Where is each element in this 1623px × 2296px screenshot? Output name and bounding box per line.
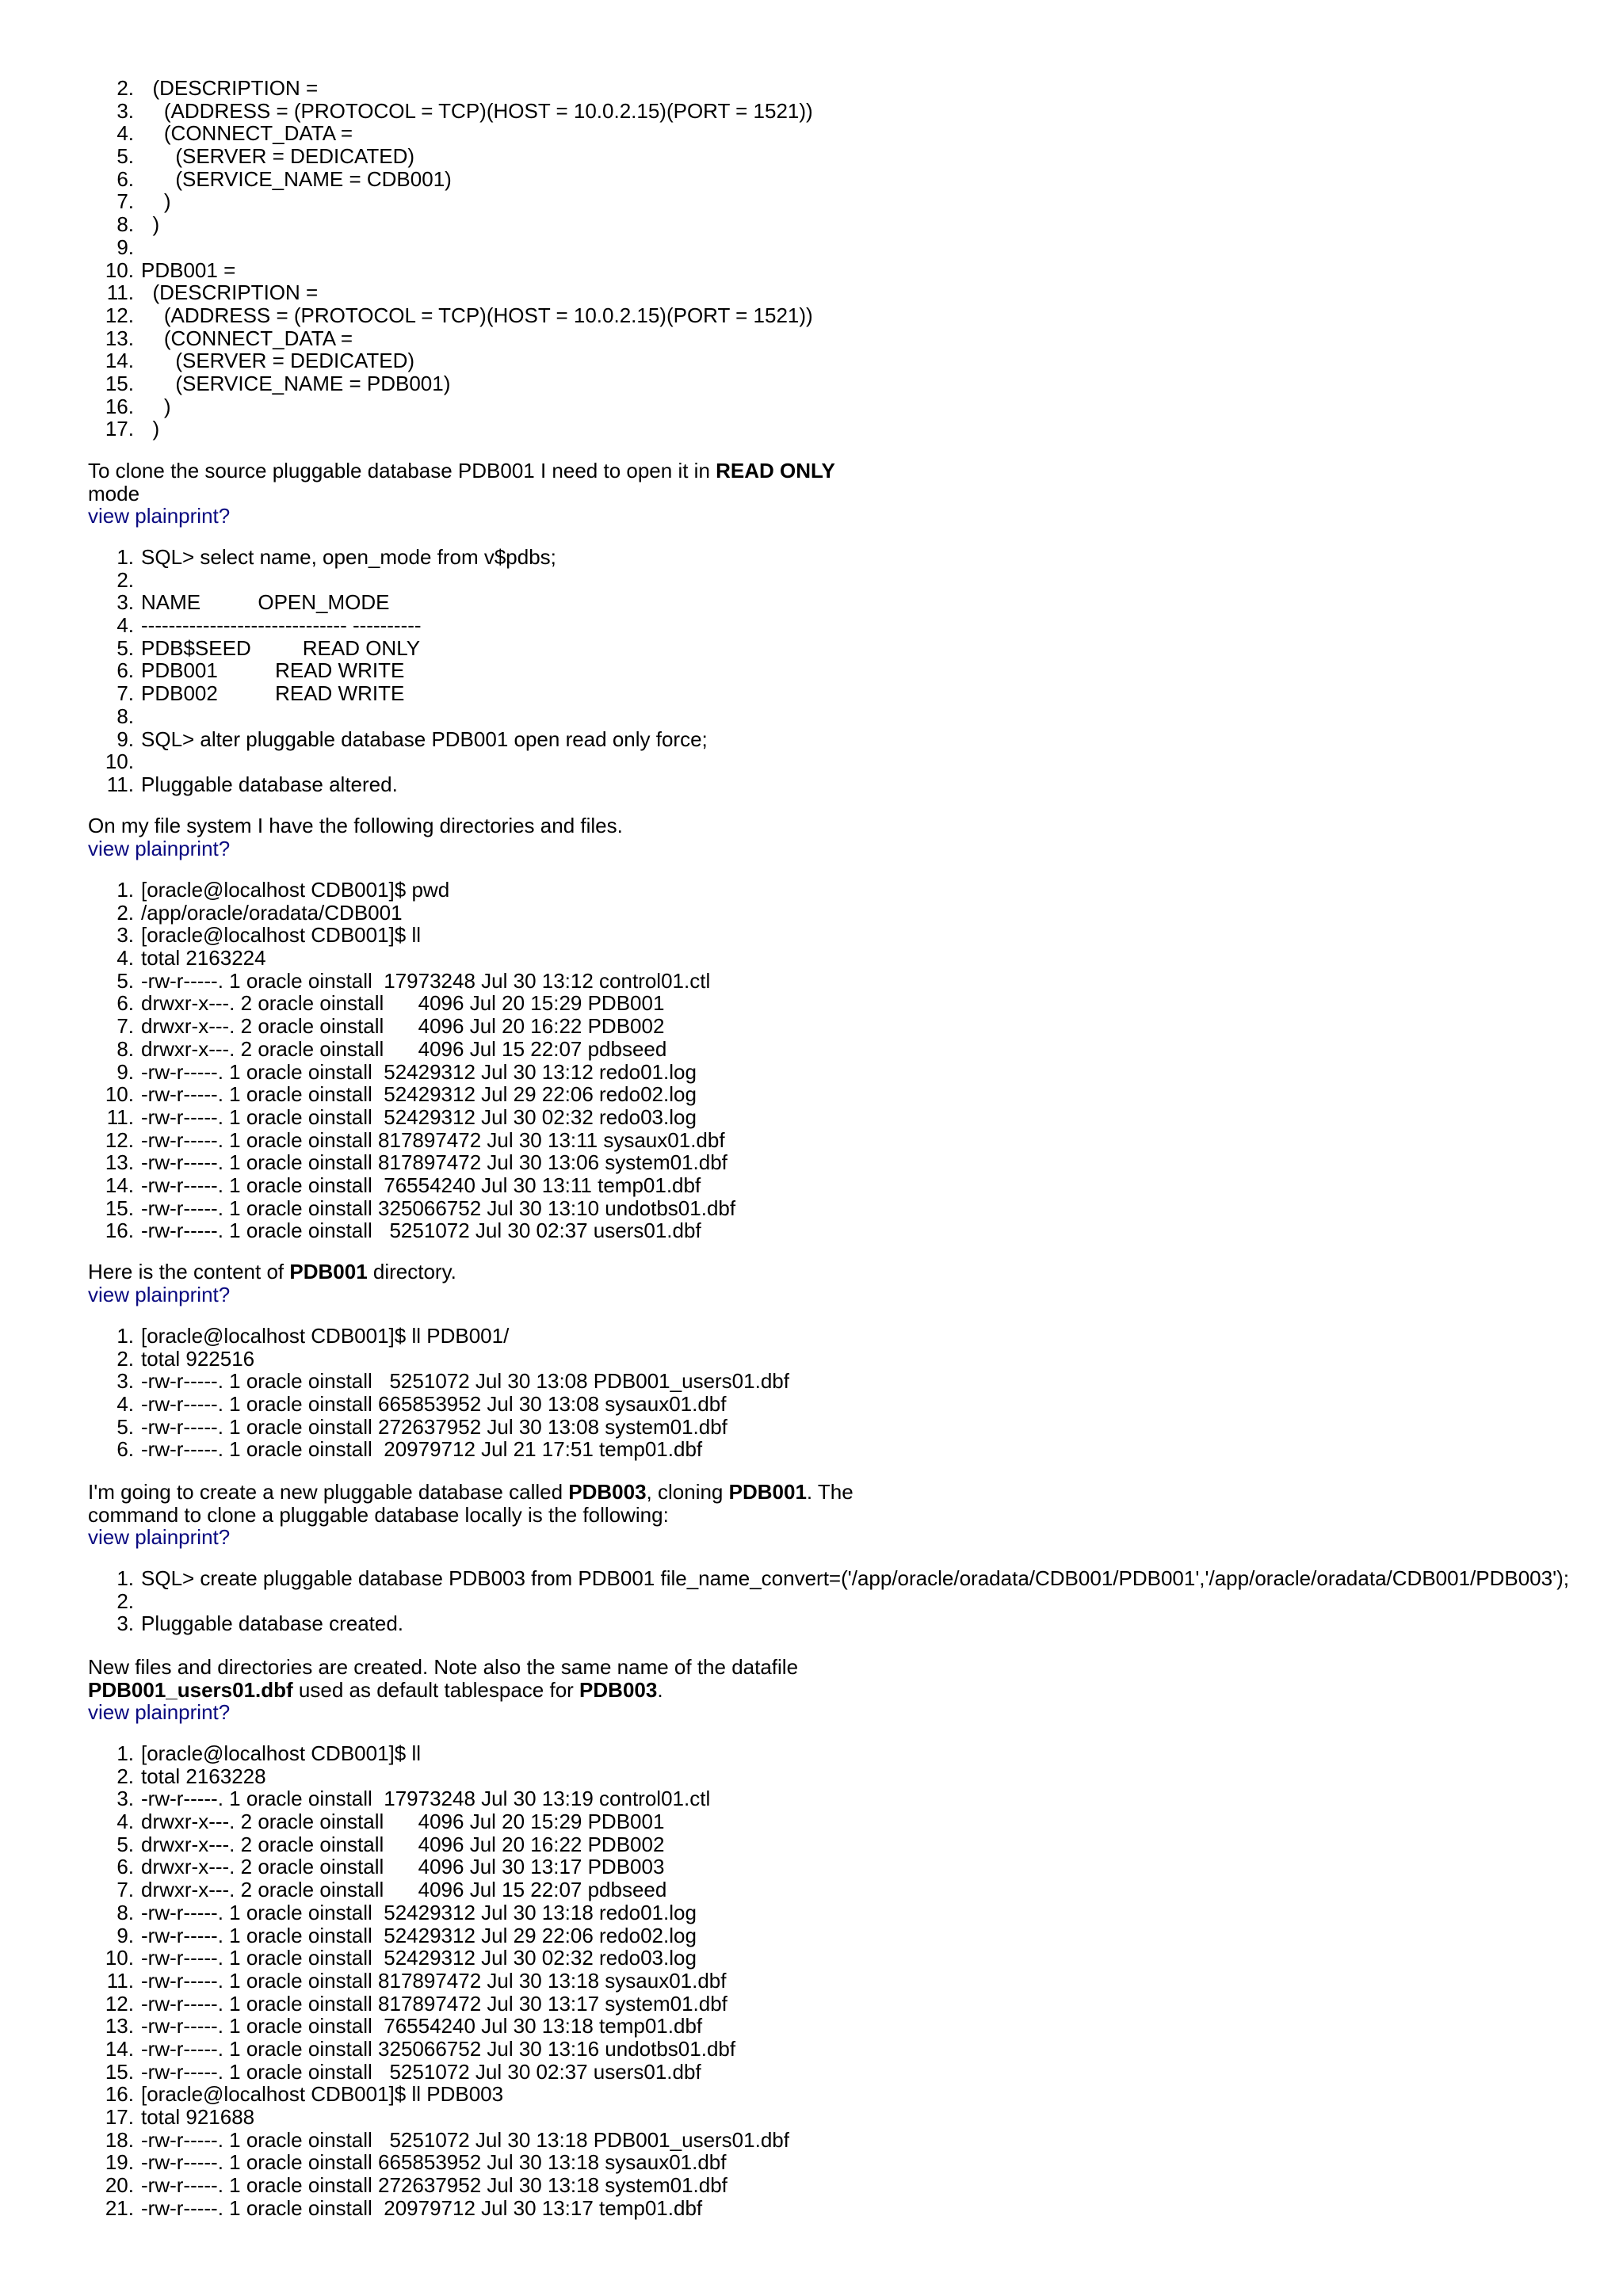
line-number: 8. — [116, 1900, 134, 1924]
code-line — [88, 879, 1610, 902]
code-text: (SERVICE_NAME = CDB001) — [141, 166, 452, 191]
code-line — [88, 947, 1610, 970]
code-text: SQL> alter pluggable database PDB001 open read only force; — [141, 727, 708, 751]
code-line — [88, 2151, 1610, 2174]
code-line — [88, 1567, 1610, 1590]
line-number: 5. — [116, 635, 134, 660]
line-number: 12. — [105, 303, 134, 327]
line-number: 6. — [116, 166, 134, 191]
code-line — [88, 1015, 1610, 1038]
code-text: (DESCRIPTION = — [141, 280, 319, 305]
code-text: -rw-r-----. 1 oracle oinstall 665853952 Jul 30 13:08 sysaux01.dbf — [141, 1392, 727, 1417]
code-text: -rw-r-----. 1 oracle oinstall 52429312 Jul 29 22:06 redo02.log — [141, 1082, 697, 1107]
line-number: 19. — [105, 2150, 134, 2175]
view-plainprint-link[interactable]: view plainprint? — [88, 1283, 231, 1306]
code-line — [88, 614, 1610, 637]
code-line — [88, 2174, 1610, 2197]
line-number: 2. — [116, 900, 134, 925]
line-number: 2. — [116, 76, 134, 100]
code-line — [88, 705, 1610, 728]
code-line — [88, 1174, 1610, 1197]
code-text: PDB001 READ WRITE — [141, 658, 405, 683]
code-text: -rw-r-----. 1 oracle oinstall 817897472 Jul 30 13:18 sysaux01.dbf — [141, 1968, 727, 1993]
code-text: (SERVER = DEDICATED) — [141, 349, 415, 373]
line-number: 11. — [106, 1104, 134, 1129]
code-text: [oracle@localhost CDB001]$ ll PDB003 — [141, 2082, 504, 2107]
line-number: 6. — [116, 658, 134, 683]
line-number: 6. — [116, 1437, 134, 1462]
line-number: 3. — [116, 590, 134, 615]
code-line — [88, 1348, 1610, 1371]
code-text: Pluggable database altered. — [141, 772, 398, 796]
code-text: (CONNECT_DATA = — [141, 326, 353, 350]
code-line — [88, 591, 1610, 614]
code-text: Pluggable database created. — [141, 1611, 404, 1636]
code-text: -rw-r-----. 1 oracle oinstall 52429312 Jul 30 02:32 redo03.log — [141, 1946, 697, 1970]
code-text: SQL> create pluggable database PDB003 from PDB001 file_name_convert=('/app/oracle/oradata/CDB001/PDB001','/app/oracle/oradata/CDB001/PDB003'); — [141, 1566, 1569, 1590]
code-text: total 921688 — [141, 2105, 255, 2129]
code-listing-after-clone — [88, 1742, 1610, 2219]
code-text: drwxr-x---. 2 oracle oinstall 4096 Jul 15 22:07 pdbseed — [141, 1036, 667, 1061]
line-number: 15. — [105, 2059, 134, 2084]
line-number: 3. — [116, 98, 134, 123]
code-line — [88, 2061, 1610, 2084]
line-number: 12. — [105, 1991, 134, 2016]
code-text: -rw-r-----. 1 oracle oinstall 272637952 Jul 30 13:18 system01.dbf — [141, 2173, 727, 2198]
code-listing-tnsnames — [88, 77, 1610, 441]
code-text: -rw-r-----. 1 oracle oinstall 52429312 Jul 30 02:32 redo03.log — [141, 1104, 697, 1129]
code-line — [88, 1810, 1610, 1833]
code-line — [88, 924, 1610, 947]
code-text: -rw-r-----. 1 oracle oinstall 5251072 Jul 30 13:18 PDB001_users01.dbf — [141, 2127, 789, 2152]
view-plainprint-link[interactable]: view plainprint? — [88, 1525, 231, 1549]
code-text: drwxr-x---. 2 oracle oinstall 4096 Jul 20 16:22 PDB002 — [141, 1014, 665, 1039]
code-line — [88, 1106, 1610, 1129]
code-text: -rw-r-----. 1 oracle oinstall 5251072 Jul 30 13:08 PDB001_users01.dbf — [141, 1369, 789, 1394]
line-number: 2. — [116, 1589, 134, 1613]
code-text: NAME OPEN_MODE — [141, 590, 390, 615]
code-text: ------------------------------ ---------- — [141, 613, 422, 638]
line-number: 11. — [106, 280, 134, 305]
line-number: 5. — [116, 968, 134, 993]
code-line — [88, 168, 1610, 191]
view-plainprint-link[interactable]: view plainprint? — [88, 1700, 231, 1724]
line-number: 17. — [105, 2105, 134, 2129]
code-text: -rw-r-----. 1 oracle oinstall 5251072 Jul 30 02:37 users01.dbf — [141, 1219, 701, 1243]
code-line — [88, 2106, 1610, 2129]
code-line — [88, 2038, 1610, 2061]
code-text: -rw-r-----. 1 oracle oinstall 52429312 Jul 30 13:12 redo01.log — [141, 1059, 697, 1084]
code-line — [88, 637, 1610, 660]
code-line — [88, 1061, 1610, 1084]
code-line — [88, 281, 1610, 304]
line-number: 12. — [105, 1127, 134, 1152]
line-number: 3. — [116, 1787, 134, 1811]
line-number: 7. — [116, 1014, 134, 1039]
paragraph-pdb001-content: Here is the content of PDB001 directory. — [88, 1260, 456, 1283]
code-line — [88, 546, 1610, 569]
code-line — [88, 1612, 1610, 1635]
code-line — [88, 659, 1610, 682]
code-line — [88, 1901, 1610, 1924]
code-line — [88, 902, 1610, 925]
line-number: 1. — [116, 1741, 134, 1765]
line-number: 5. — [116, 1832, 134, 1856]
view-plainprint-link[interactable]: view plainprint? — [88, 504, 231, 528]
code-text: ) — [141, 417, 160, 441]
code-text: [oracle@localhost CDB001]$ pwd — [141, 878, 450, 902]
line-number: 8. — [116, 704, 134, 728]
code-line — [88, 1219, 1610, 1242]
line-number: 9. — [116, 235, 134, 259]
code-line — [88, 1393, 1610, 1416]
code-listing-open-mode — [88, 546, 1610, 796]
code-text: ) — [141, 189, 171, 214]
code-line — [88, 100, 1610, 123]
line-number: 16. — [105, 394, 134, 418]
line-number: 18. — [105, 2127, 134, 2152]
paragraph-clone-intro: To clone the source pluggable database PDB001 I need to open it in READ ONLY mode — [88, 459, 835, 505]
code-text: PDB$SEED READ ONLY — [141, 635, 421, 660]
code-line — [88, 1993, 1610, 2016]
code-text: -rw-r-----. 1 oracle oinstall 20979712 Jul 30 13:17 temp01.dbf — [141, 2195, 703, 2220]
code-text: total 2163224 — [141, 946, 266, 971]
code-line — [88, 1787, 1610, 1810]
code-line — [88, 1083, 1610, 1106]
code-line — [88, 190, 1610, 213]
code-text: [oracle@localhost CDB001]$ ll — [141, 1741, 422, 1765]
line-number: 7. — [116, 681, 134, 706]
line-number: 1. — [116, 1566, 134, 1590]
code-line — [88, 327, 1610, 350]
line-number: 11. — [106, 1968, 134, 1993]
code-text: drwxr-x---. 2 oracle oinstall 4096 Jul 15 22:07 pdbseed — [141, 1878, 667, 1902]
line-number: 9. — [116, 1059, 134, 1084]
code-text: -rw-r-----. 1 oracle oinstall 325066752 Jul 30 13:16 undotbs01.dbf — [141, 2036, 736, 2061]
code-line — [88, 1878, 1610, 1901]
line-number: 13. — [105, 1150, 134, 1175]
code-line — [88, 2015, 1610, 2038]
line-number: 6. — [116, 991, 134, 1016]
line-number: 1. — [116, 1324, 134, 1348]
code-text: (CONNECT_DATA = — [141, 121, 353, 146]
line-number: 21. — [105, 2195, 134, 2220]
line-number: 20. — [105, 2173, 134, 2198]
code-text: SQL> select name, open_mode from v$pdbs; — [141, 545, 556, 569]
code-text: -rw-r-----. 1 oracle oinstall 817897472 Jul 30 13:17 system01.dbf — [141, 1991, 727, 2016]
code-text: -rw-r-----. 1 oracle oinstall 817897472 Jul 30 13:11 sysaux01.dbf — [141, 1127, 725, 1152]
code-text: ) — [141, 394, 171, 418]
code-text: (SERVER = DEDICATED) — [141, 144, 415, 169]
code-line — [88, 1742, 1610, 1765]
code-line — [88, 728, 1610, 751]
code-line — [88, 2197, 1610, 2220]
code-text: (ADDRESS = (PROTOCOL = TCP)(HOST = 10.0.2.15)(PORT = 1521)) — [141, 98, 813, 123]
code-text: [oracle@localhost CDB001]$ ll — [141, 923, 422, 948]
code-listing-cdb-directory — [88, 879, 1610, 1242]
code-line — [88, 145, 1610, 168]
code-line — [88, 1129, 1610, 1152]
line-number: 10. — [105, 1082, 134, 1107]
line-number: 5. — [116, 1414, 134, 1439]
paragraph-clone-command: I'm going to create a new pluggable database called PDB003, cloning PDB001. The command to clone a pluggable database locally is the following: — [88, 1480, 854, 1527]
code-line — [88, 1765, 1610, 1788]
code-text: /app/oracle/oradata/CDB001 — [141, 900, 403, 925]
code-text: -rw-r-----. 1 oracle oinstall 817897472 Jul 30 13:06 system01.dbf — [141, 1150, 727, 1175]
code-line — [88, 213, 1610, 236]
line-number: 11. — [106, 772, 134, 796]
code-line — [88, 992, 1610, 1015]
code-text: -rw-r-----. 1 oracle oinstall 665853952 Jul 30 13:18 sysaux01.dbf — [141, 2150, 727, 2175]
code-line — [88, 418, 1610, 441]
view-plainprint-link[interactable]: view plainprint? — [88, 837, 231, 860]
line-number: 14. — [105, 349, 134, 373]
line-number: 2. — [116, 1764, 134, 1788]
line-number: 10. — [105, 1946, 134, 1970]
code-line — [88, 236, 1610, 259]
code-text: -rw-r-----. 1 oracle oinstall 52429312 Jul 30 13:18 redo01.log — [141, 1900, 697, 1924]
line-number: 2. — [116, 1346, 134, 1371]
line-number: 13. — [105, 326, 134, 350]
code-line — [88, 970, 1610, 993]
code-text: PDB001 = — [141, 257, 236, 282]
line-number: 15. — [105, 371, 134, 395]
code-text: drwxr-x---. 2 oracle oinstall 4096 Jul 30 13:17 PDB003 — [141, 1855, 665, 1879]
code-line — [88, 304, 1610, 327]
line-number: 7. — [116, 189, 134, 214]
code-text: (DESCRIPTION = — [141, 76, 319, 100]
code-text: drwxr-x---. 2 oracle oinstall 4096 Jul 20 16:22 PDB002 — [141, 1832, 665, 1856]
line-number: 15. — [105, 1196, 134, 1220]
code-line — [88, 2129, 1610, 2152]
code-text: (SERVICE_NAME = PDB001) — [141, 371, 451, 395]
line-number: 4. — [116, 1810, 134, 1834]
line-number: 2. — [116, 567, 134, 592]
code-line — [88, 1416, 1610, 1439]
line-number: 1. — [116, 878, 134, 902]
paragraph-new-files: New files and directories are created. Note also the same name of the datafile PDB001_users01.dbf used as default tablespace for PDB003. — [88, 1655, 799, 1702]
code-line — [88, 1833, 1610, 1856]
code-line — [88, 773, 1610, 796]
code-text: -rw-r-----. 1 oracle oinstall 17973248 Jul 30 13:12 control01.ctl — [141, 968, 711, 993]
code-line — [88, 1924, 1610, 1947]
code-line — [88, 1197, 1610, 1220]
code-line — [88, 1325, 1610, 1348]
code-text: drwxr-x---. 2 oracle oinstall 4096 Jul 20 15:29 PDB001 — [141, 1810, 665, 1834]
code-text: -rw-r-----. 1 oracle oinstall 325066752 Jul 30 13:10 undotbs01.dbf — [141, 1196, 736, 1220]
code-line — [88, 372, 1610, 395]
code-text: total 2163228 — [141, 1764, 266, 1788]
code-text: -rw-r-----. 1 oracle oinstall 76554240 Jul 30 13:11 temp01.dbf — [141, 1173, 701, 1197]
line-number: 6. — [116, 1855, 134, 1879]
line-number: 3. — [116, 1369, 134, 1394]
code-line — [88, 1970, 1610, 1993]
code-line — [88, 77, 1610, 100]
code-line — [88, 1590, 1610, 1613]
code-text: total 922516 — [141, 1346, 255, 1371]
line-number: 8. — [116, 212, 134, 237]
code-line — [88, 2083, 1610, 2106]
line-number: 4. — [116, 946, 134, 971]
line-number: 4. — [116, 121, 134, 146]
code-line — [88, 122, 1610, 145]
code-line — [88, 1370, 1610, 1393]
code-text: -rw-r-----. 1 oracle oinstall 52429312 Jul 29 22:06 redo02.log — [141, 1923, 697, 1947]
code-line — [88, 259, 1610, 282]
code-line — [88, 750, 1610, 773]
line-number: 13. — [105, 2014, 134, 2039]
line-number: 10. — [105, 257, 134, 282]
line-number: 3. — [116, 1611, 134, 1636]
code-line — [88, 349, 1610, 372]
paragraph-file-system: On my file system I have the following directories and files. — [88, 814, 623, 837]
code-text: -rw-r-----. 1 oracle oinstall 272637952 Jul 30 13:08 system01.dbf — [141, 1414, 727, 1439]
code-text: drwxr-x---. 2 oracle oinstall 4096 Jul 20 15:29 PDB001 — [141, 991, 665, 1016]
code-text: -rw-r-----. 1 oracle oinstall 17973248 Jul 30 13:19 control01.ctl — [141, 1787, 711, 1811]
code-text: [oracle@localhost CDB001]$ ll PDB001/ — [141, 1324, 510, 1348]
code-text: -rw-r-----. 1 oracle oinstall 76554240 Jul 30 13:18 temp01.dbf — [141, 2014, 703, 2039]
code-text: -rw-r-----. 1 oracle oinstall 5251072 Jul 30 02:37 users01.dbf — [141, 2059, 701, 2084]
code-line — [88, 1947, 1610, 1970]
code-line — [88, 682, 1610, 705]
line-number: 8. — [116, 1036, 134, 1061]
line-number: 7. — [116, 1878, 134, 1902]
code-line — [88, 1855, 1610, 1878]
code-line — [88, 395, 1610, 418]
code-listing-create-pdb — [88, 1567, 1610, 1635]
code-text: PDB002 READ WRITE — [141, 681, 405, 706]
line-number: 10. — [105, 749, 134, 774]
code-line — [88, 569, 1610, 592]
code-line — [88, 1151, 1610, 1174]
line-number: 9. — [116, 727, 134, 751]
code-line — [88, 1038, 1610, 1061]
line-number: 9. — [116, 1923, 134, 1947]
code-text: -rw-r-----. 1 oracle oinstall 20979712 Jul 21 17:51 temp01.dbf — [141, 1437, 703, 1462]
line-number: 14. — [105, 2036, 134, 2061]
line-number: 4. — [116, 613, 134, 638]
code-text: (ADDRESS = (PROTOCOL = TCP)(HOST = 10.0.2.15)(PORT = 1521)) — [141, 303, 813, 327]
line-number: 4. — [116, 1392, 134, 1417]
code-text: ) — [141, 212, 160, 237]
code-listing-pdb001-directory — [88, 1325, 1610, 1461]
line-number: 16. — [105, 2082, 134, 2107]
line-number: 1. — [116, 545, 134, 569]
line-number: 3. — [116, 923, 134, 948]
code-line — [88, 1438, 1610, 1461]
line-number: 16. — [105, 1219, 134, 1243]
line-number: 17. — [105, 417, 134, 441]
line-number: 14. — [105, 1173, 134, 1197]
line-number: 5. — [116, 144, 134, 169]
